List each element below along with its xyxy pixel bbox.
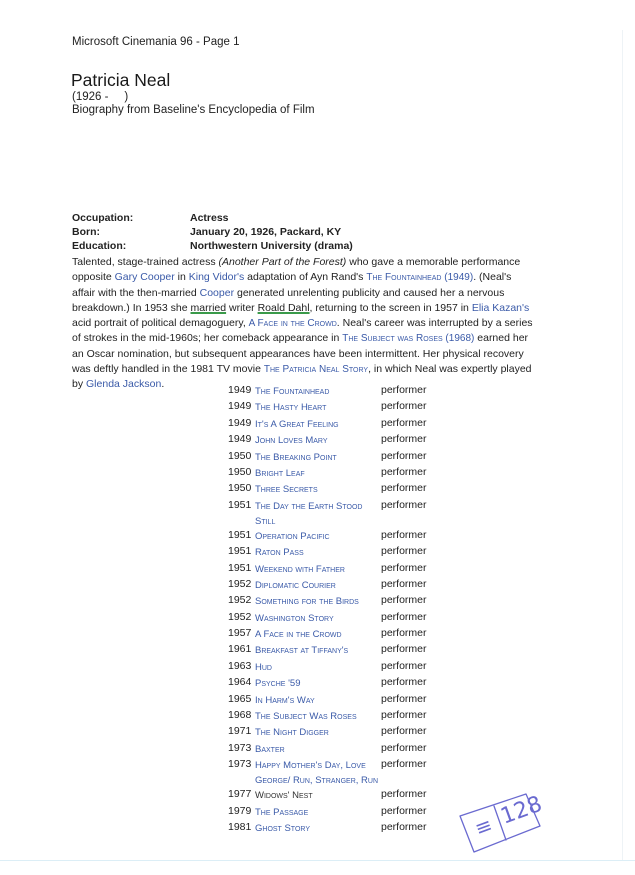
film-title-link[interactable]: Three Secrets — [255, 484, 318, 496]
film-row — [228, 482, 427, 498]
film-row — [228, 693, 427, 709]
bio-text: affair with the then-married — [72, 286, 200, 299]
film-role: performer — [381, 788, 427, 801]
film-row — [228, 417, 427, 433]
film-year: 1949 — [228, 416, 252, 429]
link-film-subject-was-roses[interactable]: The Subject was Roses (1968) — [342, 333, 475, 345]
film-year: 1979 — [228, 804, 252, 817]
film-role: performer — [381, 820, 427, 833]
film-role: performer — [381, 384, 427, 396]
film-year: 1973 — [228, 758, 252, 771]
page-edge-right — [622, 30, 623, 860]
film-row — [228, 578, 427, 594]
film-row — [228, 725, 427, 741]
film-year: 1950 — [228, 465, 252, 478]
film-row — [228, 676, 427, 692]
film-title-link[interactable]: Washington Story — [255, 612, 334, 624]
film-year: 1952 — [228, 610, 252, 623]
film-year: 1949 — [228, 400, 252, 413]
film-row — [228, 562, 427, 578]
bio-text: , in which Neal was expertly played — [368, 363, 532, 376]
bio-text: an Oscar nomination, but subsequent appearances have been intermittent. Her physical recovery — [72, 347, 524, 360]
film-row — [228, 709, 427, 725]
film-year: 1951 — [228, 498, 252, 511]
film-role: performer — [381, 528, 427, 541]
link-glenda-jackson[interactable]: Glenda Jackson — [86, 378, 162, 391]
film-role: performer — [381, 741, 427, 754]
film-year: 1963 — [228, 659, 252, 672]
link-elia-kazan[interactable]: Elia Kazan's — [471, 301, 530, 314]
link-film-face-in-crowd[interactable]: A Face in the Crowd — [248, 318, 337, 330]
film-year: 1968 — [228, 709, 252, 722]
film-year: 1971 — [228, 725, 252, 738]
bio-text: , returning to the screen in 1957 in — [309, 301, 472, 314]
film-title-link[interactable]: In Harm's Way — [255, 694, 315, 706]
film-row — [228, 788, 427, 804]
film-title-link[interactable]: John Loves Mary — [255, 435, 328, 447]
film-title-link[interactable]: Raton Pass — [255, 547, 304, 559]
film-role: performer — [381, 465, 427, 478]
film-role: performer — [381, 400, 427, 413]
fact-education — [72, 239, 353, 253]
film-role: performer — [381, 627, 427, 640]
film-title-link[interactable]: The Breaking Point — [255, 451, 337, 463]
film-row — [228, 499, 427, 529]
film-row — [228, 821, 427, 837]
biography-source: Biography from Baseline's Encyclopedia of Film — [72, 104, 315, 116]
film-year: 1950 — [228, 449, 252, 462]
annotation-number: 128 — [497, 791, 546, 830]
film-role: performer — [381, 482, 427, 495]
bio-text: . (Neal's — [473, 271, 512, 284]
film-year: 1950 — [228, 482, 252, 495]
film-title-link[interactable]: Bright Leaf — [255, 467, 305, 479]
film-title-link[interactable]: The Subject Was Roses — [255, 711, 357, 723]
film-row — [228, 466, 427, 482]
film-row — [228, 660, 427, 676]
fact-born — [72, 225, 353, 239]
film-role: performer — [381, 725, 427, 738]
film-year: 1961 — [228, 643, 252, 656]
fact-label: Education: — [72, 240, 127, 252]
film-role: performer — [381, 416, 427, 429]
film-year: 1973 — [228, 741, 252, 754]
film-role: performer — [381, 758, 427, 771]
bio-text: generated unrelenting publicity and caused her a nervous — [234, 286, 505, 299]
bio-text: Talented, stage-trained actress — [72, 256, 219, 268]
film-row — [228, 742, 427, 758]
film-role: performer — [381, 577, 427, 590]
bio-text: of strokes in the mid-1960s; her comeback appearance in — [72, 332, 343, 345]
film-role: performer — [381, 676, 427, 689]
film-role: performer — [381, 498, 427, 511]
bio-text: . Neal's career was interrupted by a series — [336, 317, 533, 330]
film-year: 1952 — [228, 594, 252, 607]
film-year: 1981 — [228, 820, 252, 833]
fact-occupation — [72, 211, 353, 225]
film-role: performer — [381, 709, 427, 722]
film-row — [228, 611, 427, 627]
film-title-link[interactable]: Happy Mother's Day, Love George/ Run, Stranger, Run — [255, 760, 379, 787]
bio-text: opposite — [72, 271, 115, 284]
film-role: performer — [381, 659, 427, 672]
film-role: performer — [381, 804, 427, 817]
film-year: 1964 — [228, 676, 252, 689]
film-year: 1949 — [228, 384, 252, 396]
film-row — [228, 805, 427, 821]
film-role: performer — [381, 449, 427, 462]
link-king-vidor[interactable]: King Vidor's — [188, 271, 245, 284]
fact-value: Actress — [190, 212, 229, 224]
film-title-link[interactable]: Operation Pacific — [255, 530, 330, 542]
film-title-link[interactable]: Baxter — [255, 743, 285, 755]
film-year: 1952 — [228, 577, 252, 590]
film-title-link[interactable]: Hud — [255, 661, 272, 673]
film-title-link[interactable]: The Night Digger — [255, 727, 329, 739]
film-year: 1977 — [228, 788, 252, 801]
film-title-link[interactable]: Diplomatic Courier — [255, 579, 336, 591]
link-film-patricia-neal-story[interactable]: The Patricia Neal Story — [263, 364, 369, 376]
bio-text: earned her — [474, 332, 529, 345]
film-role: performer — [381, 610, 427, 623]
film-title-link[interactable]: Weekend with Father — [255, 563, 345, 575]
fact-value: January 20, 1926, Packard, KY — [190, 226, 342, 238]
film-year: 1951 — [228, 528, 252, 541]
bio-text: . — [161, 378, 165, 391]
bio-text: by — [72, 378, 87, 391]
filmography-list — [228, 384, 427, 837]
film-title-link[interactable]: Breakfast at Tiffany's — [255, 645, 349, 657]
film-year: 1951 — [228, 561, 252, 574]
film-row — [228, 384, 427, 400]
annotation-mark: ≡ — [471, 812, 496, 841]
bio-italic: (Another Part of the Forest) — [218, 256, 347, 268]
film-row — [228, 643, 427, 659]
link-cooper[interactable]: Cooper — [199, 286, 235, 299]
bio-text: writer — [226, 301, 258, 314]
film-row — [228, 529, 427, 545]
film-title-link[interactable]: It's A Great Feeling — [255, 418, 339, 430]
film-role: performer — [381, 433, 427, 446]
film-role: performer — [381, 561, 427, 574]
bio-text: in — [174, 271, 189, 284]
fact-label: Born: — [72, 226, 100, 238]
film-role: performer — [381, 594, 427, 607]
film-title-link[interactable]: Widows' Nest — [255, 790, 313, 802]
link-film-fountainhead[interactable]: The Fountainhead (1949) — [366, 272, 474, 284]
film-role: performer — [381, 643, 427, 656]
film-row — [228, 433, 427, 449]
film-title-link[interactable]: Psyche '59 — [255, 678, 301, 690]
fact-label: Occupation: — [72, 212, 134, 224]
bio-text: was deftly handled in the 1981 TV movie — [72, 363, 264, 376]
page-edge-bottom — [0, 860, 635, 861]
film-title-link[interactable]: The Hasty Heart — [255, 402, 327, 414]
film-title-link[interactable]: The Day the Earth Stood Still — [255, 500, 363, 527]
film-year: 1949 — [228, 433, 252, 446]
person-dates: (1926 - ) — [72, 91, 129, 103]
person-name: Patricia Neal — [71, 70, 171, 90]
film-row — [228, 545, 427, 561]
fact-value: Northwestern University (drama) — [190, 240, 353, 252]
film-title-link[interactable]: The Fountainhead — [255, 386, 330, 397]
underlined-roald-dahl: Roald Dahl — [257, 301, 310, 314]
film-year: 1965 — [228, 692, 252, 705]
facts-table — [72, 211, 353, 253]
underlined-married: married — [190, 301, 227, 314]
link-gary-cooper[interactable]: Gary Cooper — [114, 271, 175, 284]
bio-text: breakdown.) In 1953 she — [72, 301, 191, 314]
film-row — [228, 400, 427, 416]
film-title-link[interactable]: A Face in the Crowd — [255, 629, 342, 641]
handwritten-annotation — [456, 786, 548, 858]
film-row — [228, 450, 427, 466]
film-title-link[interactable]: The Passage — [255, 806, 309, 818]
film-row — [228, 627, 427, 643]
film-role: performer — [381, 545, 427, 558]
film-row — [228, 594, 427, 610]
bio-text: who gave a memorable performance — [346, 256, 521, 268]
film-year: 1951 — [228, 545, 252, 558]
biography-text — [72, 255, 612, 393]
film-title-link[interactable]: Something for the Birds — [255, 596, 359, 608]
film-title-link[interactable]: Ghost Story — [255, 822, 311, 834]
bio-text: adaptation of Ayn Rand's — [244, 271, 367, 284]
film-row — [228, 758, 427, 788]
page-header: Microsoft Cinemania 96 - Page 1 — [72, 36, 240, 48]
bio-text: acid portrait of political demagoguery, — [72, 317, 249, 330]
film-role: performer — [381, 692, 427, 705]
film-year: 1957 — [228, 627, 252, 640]
